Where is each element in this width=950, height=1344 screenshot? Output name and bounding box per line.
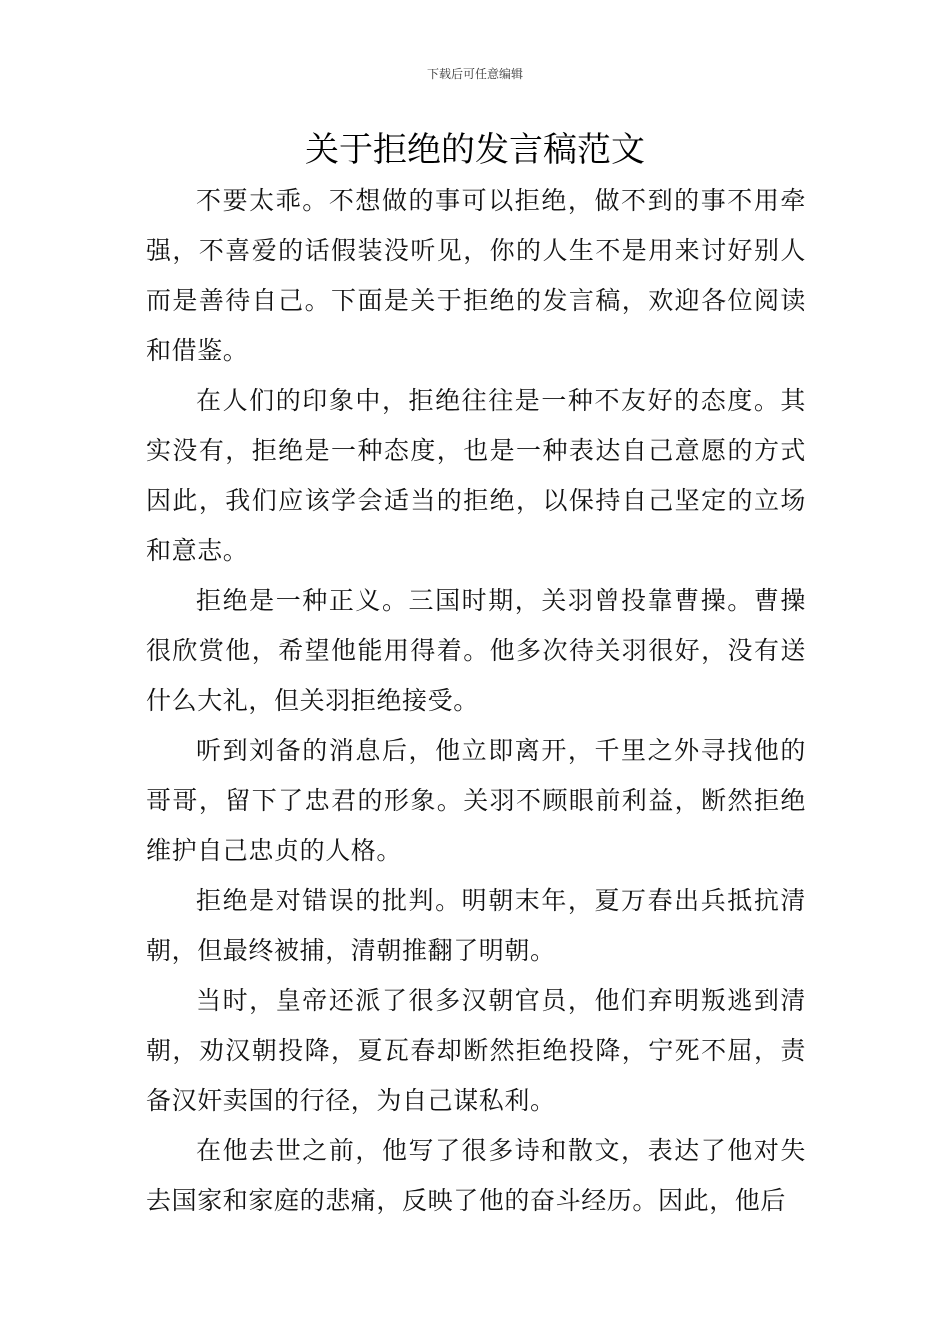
header-note: 下载后可任意编辑 [426, 67, 523, 81]
paragraph: 拒绝是对错误的批判。明朝末年，夏万春出兵抵抗清朝，但最终被捕，清朝推翻了明朝。 [146, 886, 806, 965]
paragraph: 听到刘备的消息后，他立即离开，千里之外寻找他的哥哥，留下了忠君的形象。关羽不顾眼前利益，断然拒绝维护自己忠贞的人格。 [146, 736, 806, 865]
paragraph: 不要太乖。不想做的事可以拒绝，做不到的事不用牵强，不喜爱的话假装没听见，你的人生不是用来讨好别人而是善待自己。下面是关于拒绝的发言稿，欢迎各位阅读和借鉴。 [146, 186, 806, 365]
document-body [146, 176, 806, 1226]
paragraph: 在他去世之前，他写了很多诗和散文，表达了他对失去国家和家庭的悲痛，反映了他的奋斗经历。因此，他后 [146, 1136, 806, 1215]
paragraph: 拒绝是一种正义。三国时期，关羽曾投靠曹操。曹操很欣赏他，希望他能用得着。他多次待关羽很好，没有送什么大礼，但关羽拒绝接受。 [146, 586, 806, 715]
paragraph: 在人们的印象中，拒绝往往是一种不友好的态度。其实没有，拒绝是一种态度，也是一种表达自己意愿的方式因此，我们应该学会适当的拒绝，以保持自己坚定的立场和意志。 [146, 386, 806, 565]
paragraph: 当时，皇帝还派了很多汉朝官员，他们弃明叛逃到清朝，劝汉朝投降，夏瓦春却断然拒绝投降，宁死不屈，责备汉奸卖国的行径，为自己谋私利。 [146, 986, 806, 1115]
document-title: 关于拒绝的发言稿范文 [305, 130, 645, 170]
